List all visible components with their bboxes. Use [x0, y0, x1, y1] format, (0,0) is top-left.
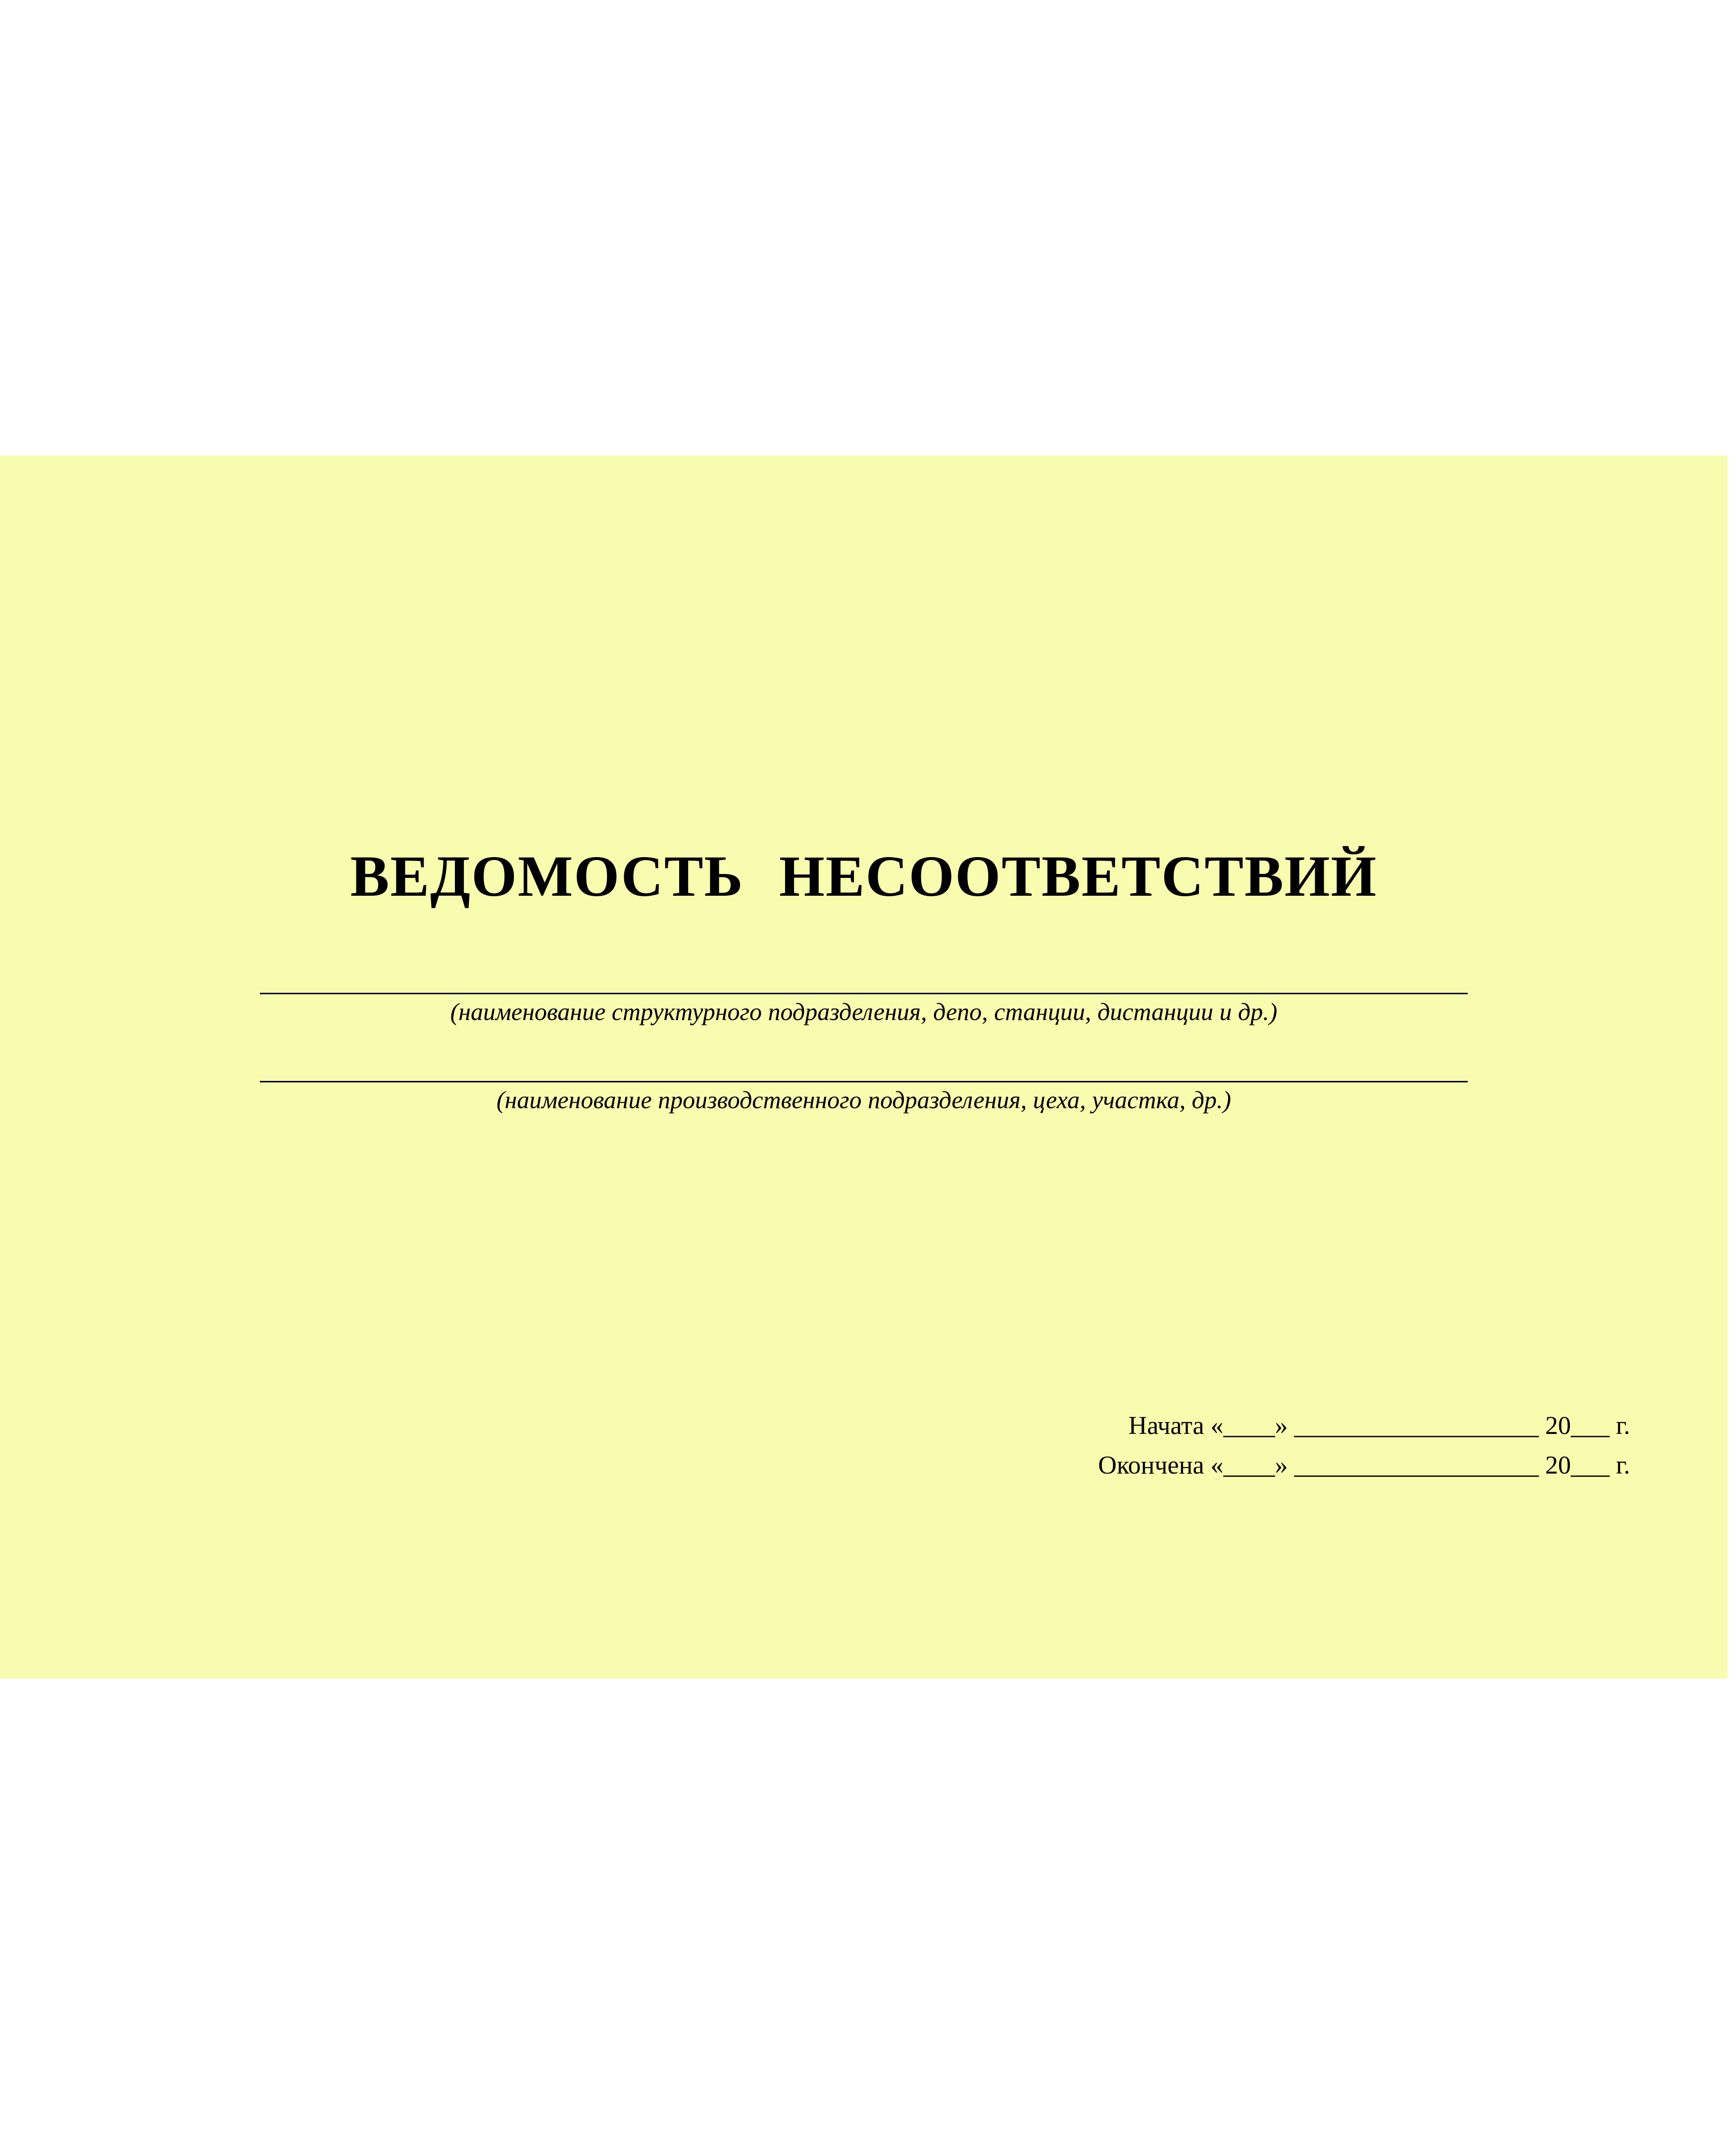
- department-name-line: [260, 993, 1468, 994]
- unit-name-line: [260, 1081, 1468, 1082]
- start-date-line: Начата «____» ___________________ 20___ г.: [1128, 1412, 1630, 1440]
- department-name-caption: (наименование структурного подразделения, депо, станции, дистанции и др.): [450, 998, 1278, 1025]
- cover-sheet: [0, 456, 1728, 1679]
- date-block: [1098, 1406, 1630, 1485]
- unit-name-caption: (наименование производственного подразделения, цеха, участка, др.): [496, 1086, 1232, 1114]
- end-date-line: Окончена «____» ___________________ 20___ г.: [1098, 1451, 1630, 1480]
- document-title: ВЕДОМОСТЬ НЕСООТВЕТСТВИЙ: [350, 844, 1378, 909]
